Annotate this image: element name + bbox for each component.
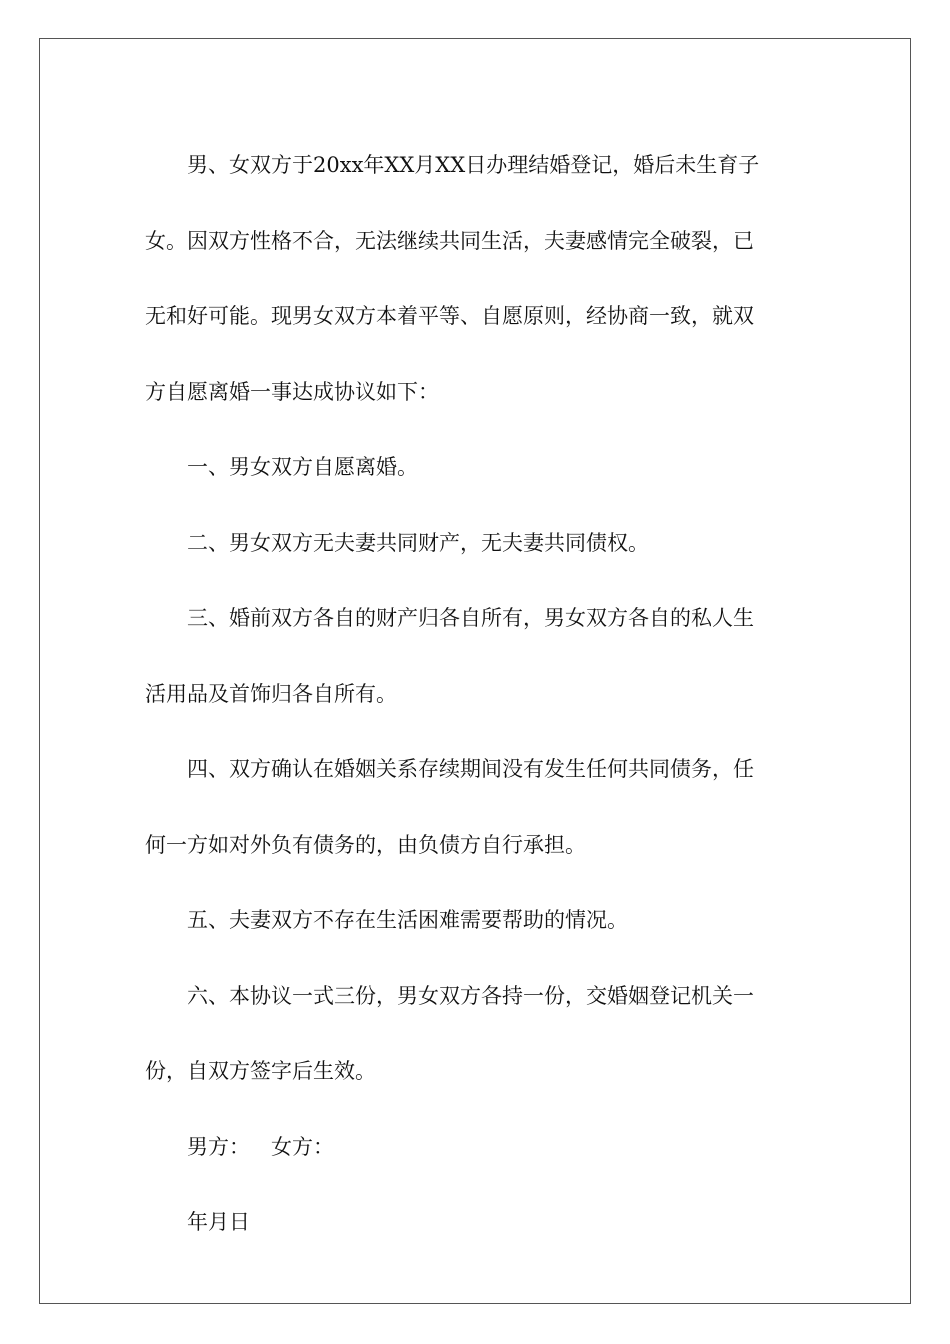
text-line: 男、女双方于20xx年XX月XX日办理结婚登记，婚后未生育子 (187, 153, 760, 177)
text-line: 无和好可能。现男女双方本着平等、自愿原则，经协商一致，就双 (145, 304, 754, 328)
paragraph-intro (145, 128, 795, 430)
text-line: 女。因双方性格不合，无法继续共同生活，夫妻感情完全破裂，已 (145, 228, 754, 253)
text-line: 四、双方确认在婚姻关系存续期间没有发生任何共同债务，任 (187, 757, 754, 781)
text-line: 六、本协议一式三份，男女双方各持一份，交婚姻登记机关一 (187, 983, 754, 1008)
text-line: 活用品及首饰归各自所有。 (145, 681, 397, 706)
clause-3 (145, 581, 795, 732)
text-line: 一、男女双方自愿离婚。 (187, 455, 418, 479)
text-line: 何一方如对外负有债务的，由负债方自行承担。 (145, 832, 586, 857)
signature-line (145, 1110, 795, 1186)
clause-1 (145, 430, 795, 506)
date-label: 年月日 (187, 1210, 250, 1234)
clause-5 (145, 883, 795, 959)
clause-2 (145, 506, 795, 582)
date-line (145, 1185, 795, 1261)
text-line: 方自愿离婚一事达成协议如下： (145, 379, 439, 404)
female-signature-label: 女方： (271, 1134, 334, 1159)
document-body (145, 128, 795, 1261)
text-line: 二、男女双方无夫妻共同财产，无夫妻共同债权。 (187, 530, 649, 555)
text-line: 五、夫妻双方不存在生活困难需要帮助的情况。 (187, 908, 628, 932)
clause-6 (145, 959, 795, 1110)
clause-4 (145, 732, 795, 883)
text-line: 三、婚前双方各自的财产归各自所有，男女双方各自的私人生 (187, 606, 754, 630)
male-signature-label: 男方： (187, 1134, 250, 1159)
text-line: 份，自双方签字后生效。 (145, 1059, 376, 1083)
